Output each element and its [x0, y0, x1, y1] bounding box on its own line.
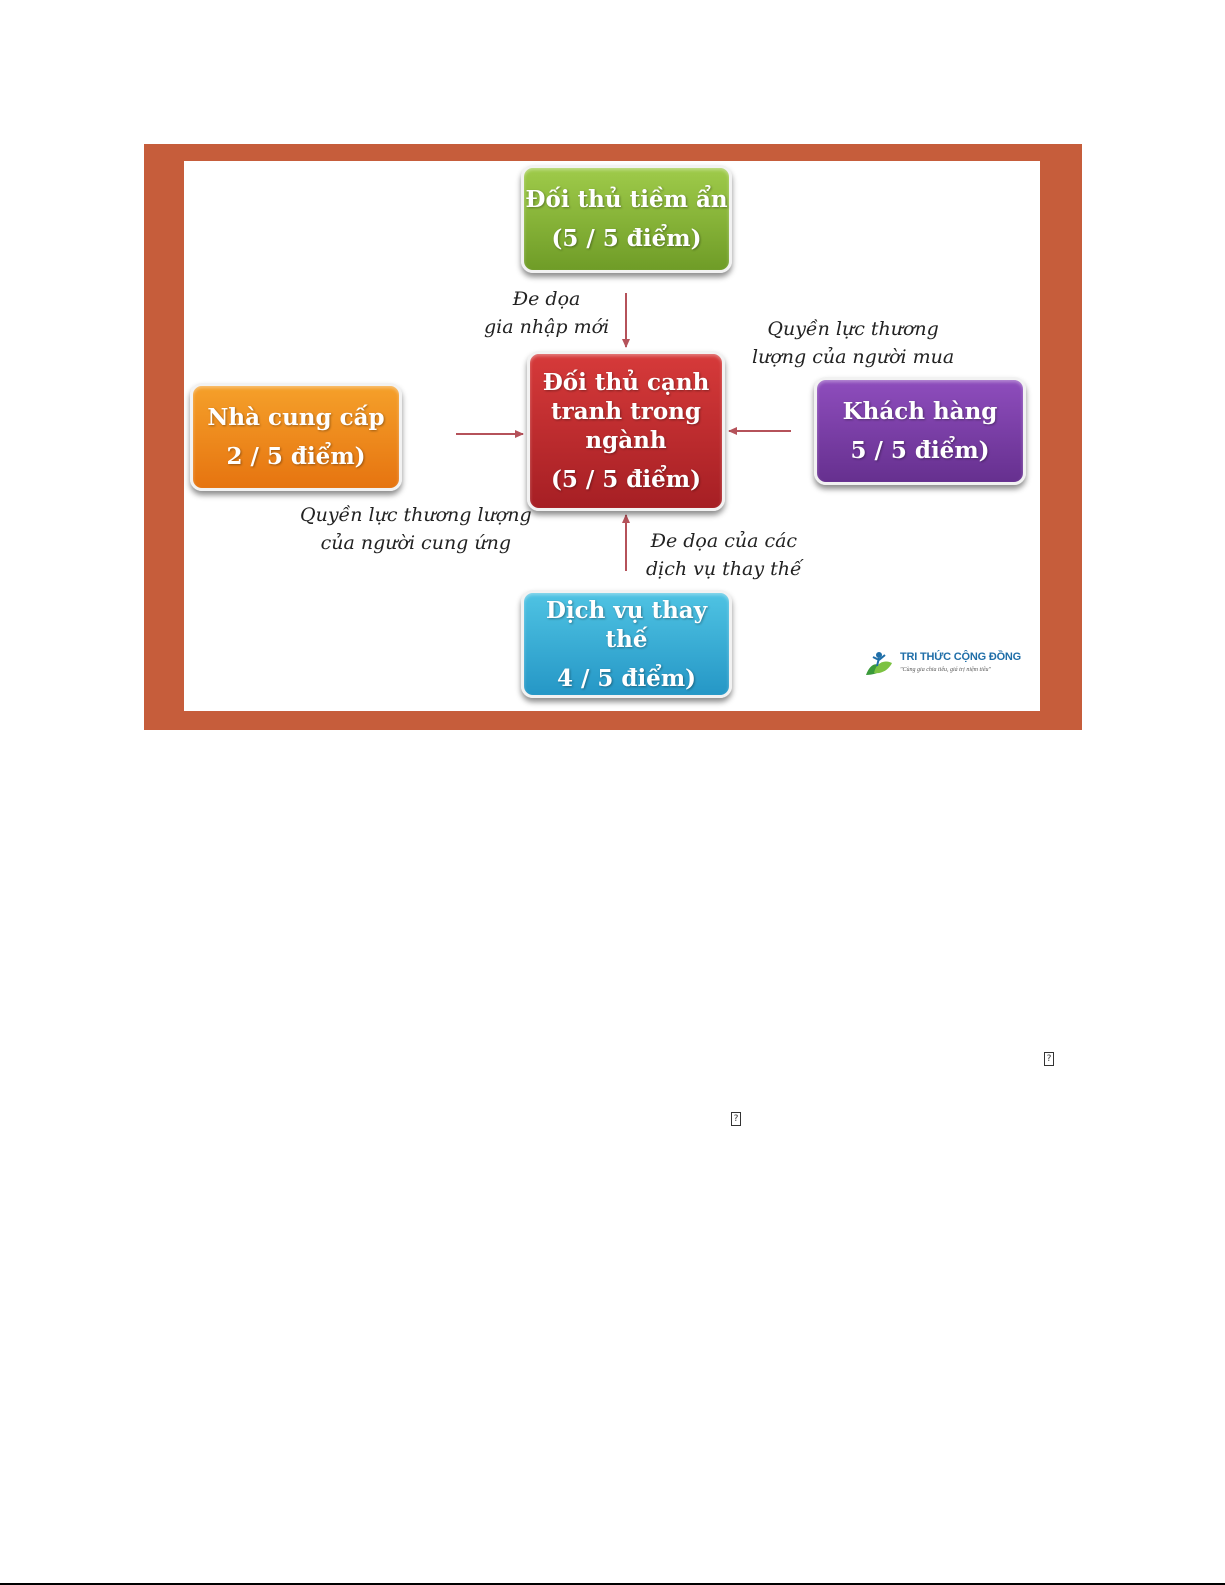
node-title-line1: Đối thủ cạnh: [542, 369, 710, 396]
logo-icon: [862, 649, 896, 679]
edge-label-substitutes: [646, 527, 802, 583]
node-score: 2 / 5 điểm): [226, 443, 366, 470]
brand-logo: [862, 647, 1022, 681]
node-title-line2: tranh trong: [551, 398, 701, 425]
node-industry-rivals: [527, 351, 725, 511]
node-suppliers: [190, 383, 402, 491]
diagram-canvas: [184, 161, 1040, 711]
node-title: Nhà cung cấp: [207, 404, 385, 431]
node-substitutes: [521, 590, 732, 698]
logo-title: TRI THỨC CỘNG ĐỒNG: [900, 651, 1022, 663]
node-title: Khách hàng: [842, 398, 998, 425]
edge-label-line1: Đe dọa: [512, 288, 581, 310]
figure-frame: [144, 144, 1082, 730]
missing-glyph: ?: [1044, 1052, 1054, 1066]
node-potential-competitors: [521, 165, 732, 273]
node-score: 4 / 5 điểm): [556, 664, 697, 692]
edge-label-buyer-power: [752, 315, 954, 371]
node-score: (5 / 5 điểm): [551, 466, 701, 493]
edge-label-line1: Đe dọa của các: [650, 530, 798, 552]
node-customers: [814, 377, 1026, 485]
node-title: Dịch vụ thay thế: [545, 596, 708, 653]
edge-label-line2: của người cung ứng: [320, 532, 512, 554]
node-title: Đối thủ tiềm ẩn: [525, 186, 728, 213]
edge-label-line2: lượng của người mua: [752, 346, 955, 368]
logo-tagline: "Cùng gia chia tiêu, giá trị niệm tiêu": [900, 667, 992, 673]
node-score: 5 / 5 điểm): [850, 437, 990, 464]
edge-label-line2: gia nhập mới: [484, 316, 610, 338]
edge-label-line2: dịch vụ thay thế: [646, 558, 802, 580]
node-score: (5 / 5 điểm): [551, 225, 702, 252]
missing-glyph: ?: [731, 1112, 741, 1126]
edge-label-new-entrants: [484, 285, 609, 341]
edge-label-supplier-power: [300, 501, 532, 557]
edge-label-line1: Quyền lực thương: [767, 318, 939, 340]
edge-label-line1: Quyền lực thương lượng: [300, 504, 532, 526]
node-title-line3: ngành: [585, 427, 667, 454]
